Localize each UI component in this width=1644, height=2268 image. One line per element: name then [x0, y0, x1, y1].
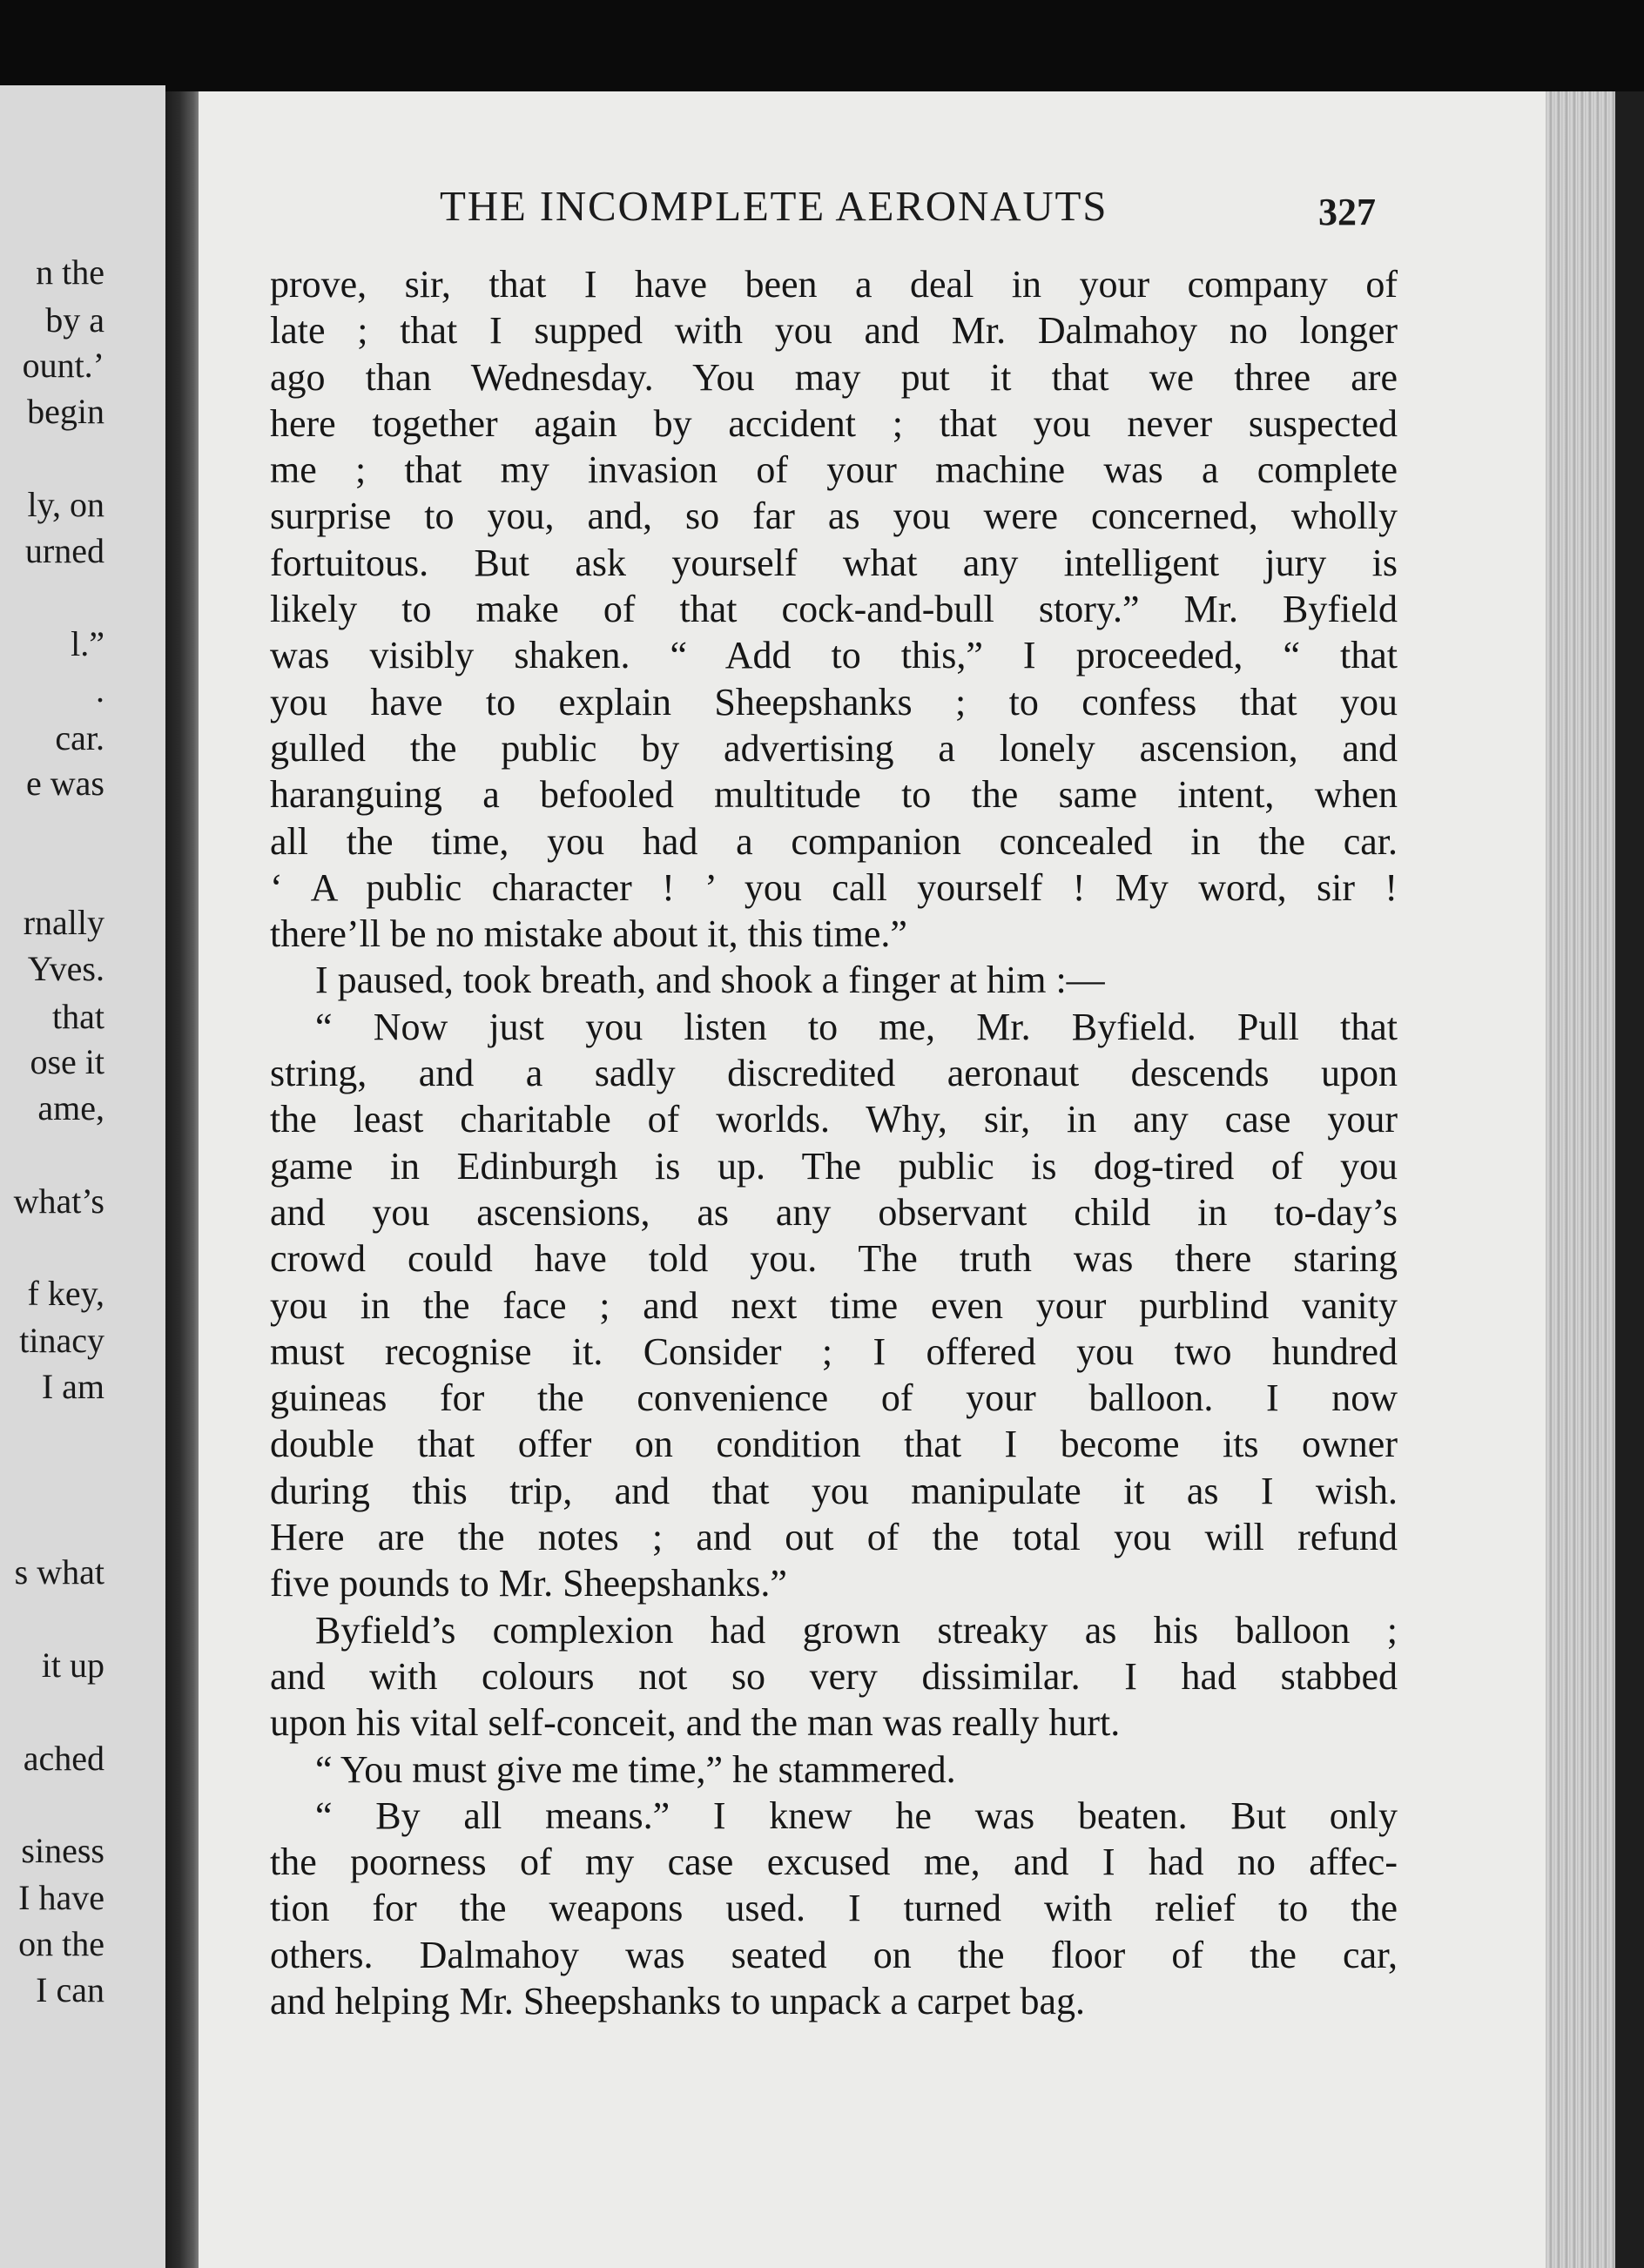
running-title: THE INCOMPLETE AERONAUTS [440, 182, 1108, 230]
text-line: game in Edinburgh is up. The public is dog-tired of you [270, 1144, 1398, 1188]
text-line: you have to explain Sheepshanks ; to confess that you [270, 680, 1398, 723]
text-line: string, and a sadly discredited aeronaut descends upon [270, 1052, 1398, 1095]
text-line: gulled the public by advertising a lonely ascension, and [270, 726, 1398, 770]
text-line: and you ascensions, as any observant child in to-day’s [270, 1190, 1398, 1234]
left-line: ount.’ [22, 346, 104, 385]
left-line: it up [41, 1645, 104, 1685]
text-line: the least charitable of worlds. Why, sir, in any case your [270, 1098, 1398, 1141]
book-gutter [165, 91, 200, 2268]
left-line: ose it [30, 1042, 104, 1081]
text-line: haranguing a befooled multitude to the same intent, when [270, 773, 1398, 817]
left-line: by a [45, 300, 104, 340]
text-line: and with colours not so very dissimilar. I had stabbed [270, 1654, 1398, 1698]
text-line: there’ll be no mistake about it, this time.” [270, 912, 907, 956]
text-line: double that offer on condition that I become its owner [270, 1423, 1398, 1466]
left-line: n the [36, 252, 104, 292]
text-line: Here are the notes ; and out of the total you will refund [270, 1516, 1398, 1559]
text-line: fortuitous. But ask yourself what any intelligent jury is [270, 541, 1398, 584]
left-line: e was [26, 764, 104, 803]
text-line: “ You must give me time,” he stammered. [315, 1747, 956, 1791]
text-line: here together again by accident ; that you never suspected [270, 401, 1398, 445]
text-line: “ By all means.” I knew he was beaten. But only [315, 1794, 1398, 1837]
text-line: me ; that my invasion of your machine was a complete [270, 448, 1398, 492]
left-line: ame, [37, 1088, 104, 1127]
left-line: on the [18, 1924, 104, 1963]
text-line: Byfield’s complexion had grown streaky as his balloon ; [315, 1608, 1398, 1652]
page-number: 327 [1318, 191, 1376, 233]
text-line: you in the face ; and next time even your purblind vanity [270, 1283, 1398, 1327]
left-line: I am [41, 1367, 104, 1406]
text-line: crowd could have told you. The truth was there staring [270, 1237, 1398, 1281]
text-line: tion for the weapons used. I turned with relief to the [270, 1887, 1398, 1930]
text-line: likely to make of that cock-and-bull story.” Mr. Byfield [270, 588, 1398, 631]
left-line: I have [18, 1878, 104, 1917]
text-line: the poorness of my case excused me, and I had no affec- [270, 1841, 1398, 1884]
text-line: ago than Wednesday. You may put it that we three are [270, 355, 1398, 399]
left-line: begin [27, 392, 104, 431]
left-line: that [52, 997, 104, 1036]
text-line: five pounds to Mr. Sheepshanks.” [270, 1562, 787, 1605]
text-line: upon his vital self-conceit, and the man was really hurt. [270, 1701, 1121, 1745]
left-page-fragment [0, 85, 165, 2268]
left-line: Yves. [27, 949, 104, 988]
text-line: ‘ A public character ! ’ you call yourself ! My word, sir ! [270, 865, 1398, 909]
text-line: guineas for the convenience of your balloon. I now [270, 1376, 1398, 1420]
text-line: during this trip, and that you manipulate it as I wish. [270, 1469, 1398, 1512]
text-line: surprise to you, and, so far as you were concerned, wholly [270, 495, 1398, 538]
body-text [270, 261, 1398, 2024]
left-line: urned [24, 531, 104, 570]
text-line: all the time, you had a companion concealed in the car. [270, 819, 1398, 863]
left-line: ly, on [27, 485, 104, 524]
left-line: l.” [71, 624, 104, 663]
text-line: I paused, took breath, and shook a finger at him :— [315, 959, 1105, 1002]
left-line: what’s [13, 1181, 104, 1221]
scan-border [1615, 91, 1644, 2268]
left-line: car. [55, 718, 104, 757]
left-line: f key, [27, 1274, 104, 1313]
left-line: I can [36, 1970, 104, 2009]
page-edges [1546, 91, 1615, 2268]
left-line: s what [14, 1552, 104, 1592]
left-line: siness [21, 1831, 104, 1870]
text-line: prove, sir, that I have been a deal in your company of [270, 263, 1398, 306]
text-line: was visibly shaken. “ Add to this,” I proceeded, “ that [270, 634, 1398, 677]
left-line: . [96, 670, 104, 710]
text-line: must recognise it. Consider ; I offered you two hundred [270, 1329, 1398, 1373]
text-line: others. Dalmahoy was seated on the floor of the car, [270, 1933, 1398, 1976]
left-line: rnally [23, 903, 104, 942]
text-line: “ Now just you listen to me, Mr. Byfield. Pull that [315, 1005, 1398, 1048]
left-line: ached [23, 1739, 104, 1778]
text-line: late ; that I supped with you and Mr. Dalmahoy no longer [270, 309, 1398, 353]
text-line: and helping Mr. Sheepshanks to unpack a carpet bag. [270, 1979, 1085, 2022]
left-line: tinacy [19, 1321, 104, 1360]
